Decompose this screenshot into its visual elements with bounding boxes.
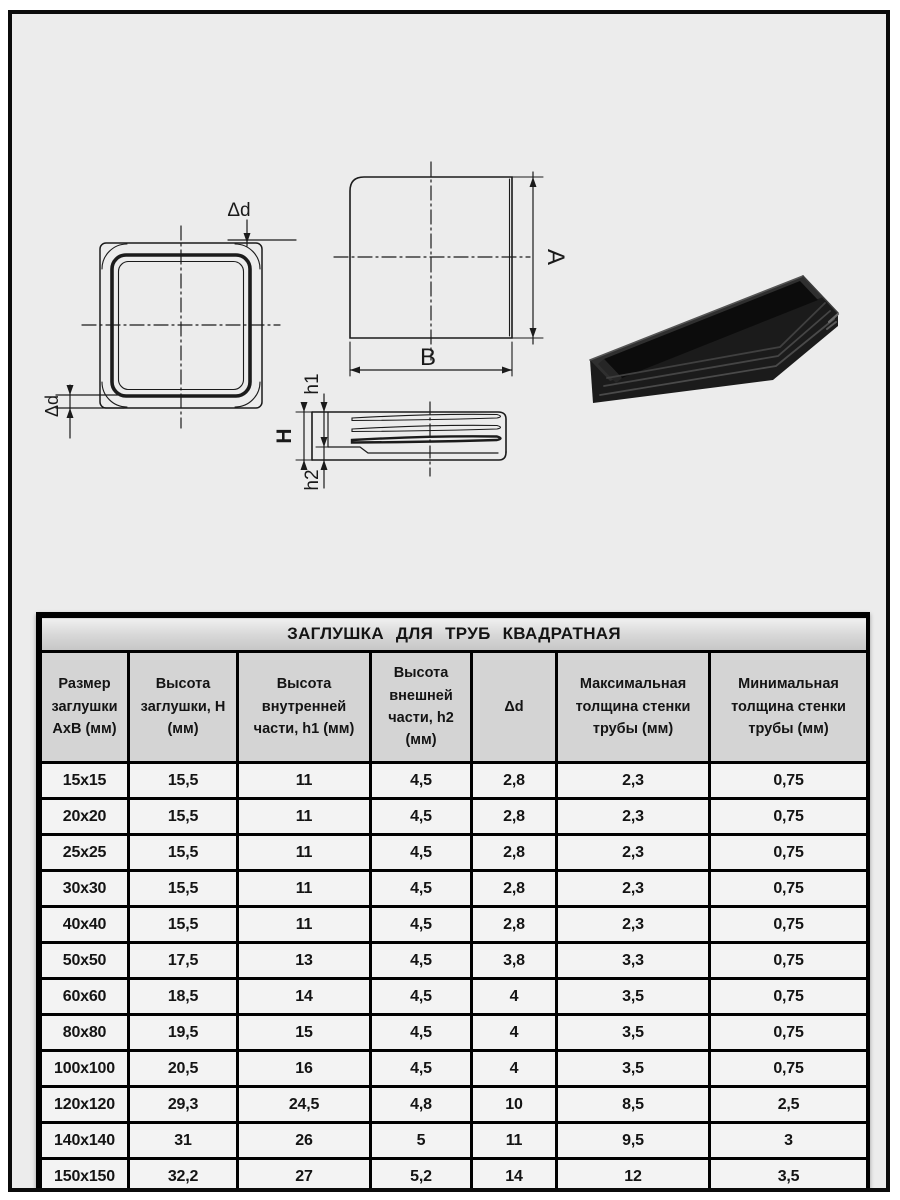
cell-h1: 27 [238, 1159, 371, 1193]
col-header-height-h: Высота заглушки, Н (мм) [129, 652, 238, 763]
cell-h1: 24,5 [238, 1087, 371, 1123]
cell-h1: 11 [238, 871, 371, 907]
cell-size: 60x60 [41, 979, 129, 1015]
cell-min-wall: 2,5 [710, 1087, 868, 1123]
cell-min-wall: 3,5 [710, 1159, 868, 1193]
cell-max-wall: 12 [557, 1159, 710, 1193]
table-row [41, 1087, 868, 1123]
cell-h1: 14 [238, 979, 371, 1015]
cell-delta-d: 2,8 [472, 763, 557, 799]
cell-h2: 4,5 [371, 799, 472, 835]
cell-size: 140x140 [41, 1123, 129, 1159]
page-frame [8, 10, 890, 1192]
dim-label-a: A [542, 248, 569, 266]
cell-delta-d: 2,8 [472, 871, 557, 907]
cell-max-wall: 3,5 [557, 1015, 710, 1051]
table-header-row [41, 652, 868, 763]
cell-height-h: 20,5 [129, 1051, 238, 1087]
cell-max-wall: 3,3 [557, 943, 710, 979]
cell-h2: 4,8 [371, 1087, 472, 1123]
cell-height-h: 15,5 [129, 763, 238, 799]
cell-h2: 4,5 [371, 943, 472, 979]
cell-height-h: 18,5 [129, 979, 238, 1015]
table-body [41, 763, 868, 1193]
cell-max-wall: 2,3 [557, 763, 710, 799]
cell-max-wall: 2,3 [557, 907, 710, 943]
cell-h2: 5 [371, 1123, 472, 1159]
cell-height-h: 15,5 [129, 907, 238, 943]
table-title: ЗАГЛУШКА ДЛЯ ТРУБ КВАДРАТНАЯ [41, 617, 868, 652]
cell-delta-d: 2,8 [472, 799, 557, 835]
cell-size: 15x15 [41, 763, 129, 799]
cell-height-h: 29,3 [129, 1087, 238, 1123]
cell-size: 50x50 [41, 943, 129, 979]
cell-min-wall: 0,75 [710, 835, 868, 871]
cell-max-wall: 2,3 [557, 871, 710, 907]
col-header-min-wall: Минимальная толщина стенки трубы (мм) [710, 652, 868, 763]
front-view [42, 200, 296, 438]
cell-max-wall: 3,5 [557, 979, 710, 1015]
col-header-h1: Высота внутренней части, h1 (мм) [238, 652, 371, 763]
technical-drawing [12, 14, 886, 606]
cell-max-wall: 8,5 [557, 1087, 710, 1123]
cell-h2: 4,5 [371, 1015, 472, 1051]
cell-h2: 4,5 [371, 835, 472, 871]
cell-size: 30x30 [41, 871, 129, 907]
cell-size: 25x25 [41, 835, 129, 871]
top-view [334, 162, 569, 376]
dim-label-delta-d-side: Δd [42, 394, 62, 418]
cell-h2: 5,2 [371, 1159, 472, 1193]
cell-height-h: 17,5 [129, 943, 238, 979]
cell-height-h: 15,5 [129, 871, 238, 907]
cell-min-wall: 0,75 [710, 979, 868, 1015]
cell-max-wall: 9,5 [557, 1123, 710, 1159]
cell-h1: 11 [238, 799, 371, 835]
cell-delta-d: 2,8 [472, 907, 557, 943]
dim-label-b: B [419, 344, 437, 371]
cell-h1: 13 [238, 943, 371, 979]
cell-min-wall: 0,75 [710, 1051, 868, 1087]
cell-height-h: 31 [129, 1123, 238, 1159]
cell-height-h: 15,5 [129, 835, 238, 871]
cell-h2: 4,5 [371, 1051, 472, 1087]
cell-h2: 4,5 [371, 907, 472, 943]
table-row [41, 979, 868, 1015]
plug-3d-render [590, 276, 838, 403]
dim-label-h1: h1 [302, 373, 323, 395]
cell-h1: 11 [238, 835, 371, 871]
cell-max-wall: 2,3 [557, 835, 710, 871]
col-header-max-wall: Максимальная толщина стенки трубы (мм) [557, 652, 710, 763]
table-row [41, 1015, 868, 1051]
cell-delta-d: 4 [472, 979, 557, 1015]
table-row [41, 1123, 868, 1159]
cell-min-wall: 0,75 [710, 907, 868, 943]
col-header-delta-d: Δd [472, 652, 557, 763]
cell-delta-d: 14 [472, 1159, 557, 1193]
table-row [41, 943, 868, 979]
table-row [41, 763, 868, 799]
table-title-row [41, 617, 868, 652]
cell-height-h: 19,5 [129, 1015, 238, 1051]
cell-h2: 4,5 [371, 979, 472, 1015]
dim-label-h: H [273, 428, 296, 444]
cell-size: 40x40 [41, 907, 129, 943]
table-row [41, 1159, 868, 1193]
table-row [41, 871, 868, 907]
cell-min-wall: 0,75 [710, 763, 868, 799]
cell-h1: 16 [238, 1051, 371, 1087]
dim-label-delta-d-top: Δd [227, 200, 251, 221]
cell-min-wall: 0,75 [710, 1015, 868, 1051]
cell-h1: 15 [238, 1015, 371, 1051]
cell-h1: 11 [238, 907, 371, 943]
table-row [41, 835, 868, 871]
cell-size: 100x100 [41, 1051, 129, 1087]
cell-delta-d: 3,8 [472, 943, 557, 979]
cell-h1: 26 [238, 1123, 371, 1159]
cell-delta-d: 4 [472, 1051, 557, 1087]
table-row [41, 907, 868, 943]
side-section-view [273, 373, 506, 490]
cell-min-wall: 0,75 [710, 943, 868, 979]
spec-table [39, 615, 869, 1192]
cell-size: 120x120 [41, 1087, 129, 1123]
cell-delta-d: 2,8 [472, 835, 557, 871]
cell-min-wall: 0,75 [710, 799, 868, 835]
cell-height-h: 32,2 [129, 1159, 238, 1193]
cell-height-h: 15,5 [129, 799, 238, 835]
table-row [41, 799, 868, 835]
cell-h1: 11 [238, 763, 371, 799]
cell-min-wall: 0,75 [710, 871, 868, 907]
cell-min-wall: 3 [710, 1123, 868, 1159]
table-row [41, 1051, 868, 1087]
cell-h2: 4,5 [371, 871, 472, 907]
cell-size: 150x150 [41, 1159, 129, 1193]
dim-label-h2: h2 [302, 469, 323, 491]
cell-delta-d: 4 [472, 1015, 557, 1051]
cell-max-wall: 3,5 [557, 1051, 710, 1087]
col-header-h2: Высота внешней части, h2 (мм) [371, 652, 472, 763]
cell-size: 80x80 [41, 1015, 129, 1051]
cell-h2: 4,5 [371, 763, 472, 799]
cell-delta-d: 11 [472, 1123, 557, 1159]
cell-size: 20x20 [41, 799, 129, 835]
col-header-size: Размер заглушки АхВ (мм) [41, 652, 129, 763]
cell-max-wall: 2,3 [557, 799, 710, 835]
cell-delta-d: 10 [472, 1087, 557, 1123]
spec-table-wrapper [36, 612, 870, 1192]
